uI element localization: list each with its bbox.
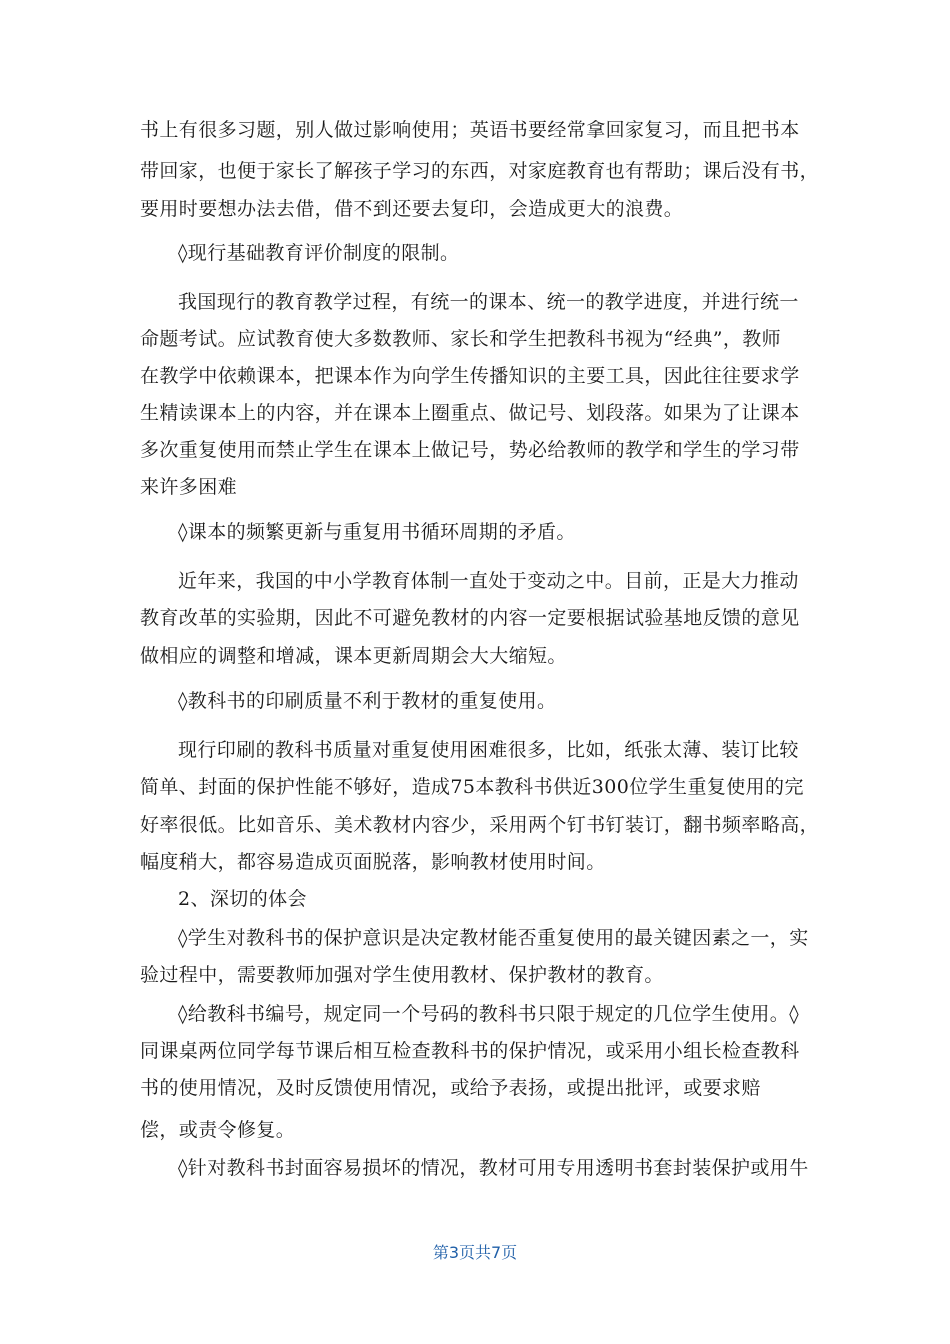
text-line: ◊学生对教科书的保护意识是决定教材能否重复使用的最关键因素之一，实 <box>178 927 809 949</box>
text-line: ◊给教科书编号，规定同一个号码的教科书只限于规定的几位学生使用。◊ <box>178 1003 799 1025</box>
text-line: 验过程中，需要教师加强对学生使用教材、保护教材的教育。 <box>140 964 664 986</box>
section-heading: ◊课本的频繁更新与重复用书循环周期的矛盾。 <box>178 521 576 543</box>
text-line: 近年来，我国的中小学教育体制一直处于变动之中。目前，正是大力推动 <box>178 570 799 592</box>
text-line: 现行印刷的教科书质量对重复使用困难很多，比如，纸张太薄、装订比较 <box>178 739 799 761</box>
text-line: ◊针对教科书封面容易损坏的情况，教材可用专用透明书套封装保护或用牛 <box>178 1157 809 1179</box>
text-line: 教育改革的实验期，因此不可避免教材的内容一定要根据试验基地反馈的意见 <box>140 607 800 629</box>
text-line: 偿，或责令修复。 <box>140 1119 296 1141</box>
text-line: 书上有很多习题，别人做过影响使用；英语书要经常拿回家复习，而且把书本 <box>140 119 800 141</box>
text-line: 幅度稍大，都容易造成页面脱落，影响教材使用时间。 <box>140 851 606 873</box>
text-line: 带回家，也便于家长了解孩子学习的东西，对家庭教育也有帮助；课后没有书， <box>140 160 820 182</box>
section-heading: ◊现行基础教育评价制度的限制。 <box>178 242 460 264</box>
text-line: 生精读课本上的内容，并在课本上圈重点、做记号、划段落。如果为了让课本 <box>140 402 800 424</box>
text-line: 好率很低。比如音乐、美术教材内容少，采用两个钉书钉装订，翻书频率略高， <box>140 814 820 836</box>
page-number-footer: 第3页共7页 <box>432 1243 518 1262</box>
text-line: 多次重复使用而禁止学生在课本上做记号，势必给教师的教学和学生的学习带 <box>140 439 800 461</box>
text-line: 书的使用情况，及时反馈使用情况，或给予表扬，或提出批评，或要求赔 <box>140 1077 761 1099</box>
text-line: 来许多困难 <box>140 476 238 498</box>
text-line: 命题考试。应试教育使大多数教师、家长和学生把教科书视为“经典”，教师 <box>140 328 782 350</box>
text-line: 我国现行的教育教学过程，有统一的课本、统一的教学进度，并进行统一 <box>178 291 799 313</box>
text-line: 同课桌两位同学每节课后相互检查教科书的保护情况，或采用小组长检查教科 <box>140 1040 800 1062</box>
section-heading: ◊教科书的印刷质量不利于教材的重复使用。 <box>178 690 557 712</box>
text-line: 在教学中依赖课本，把课本作为向学生传播知识的主要工具，因此往往要求学 <box>140 365 800 387</box>
text-line: 做相应的调整和增减，课本更新周期会大大缩短。 <box>140 645 567 667</box>
section-heading: 2、深切的体会 <box>178 888 307 910</box>
text-line: 简单、封面的保护性能不够好，造成75本教科书供近300位学生重复使用的完 <box>140 776 804 798</box>
text-line: 要用时要想办法去借，借不到还要去复印，会造成更大的浪费。 <box>140 198 684 220</box>
